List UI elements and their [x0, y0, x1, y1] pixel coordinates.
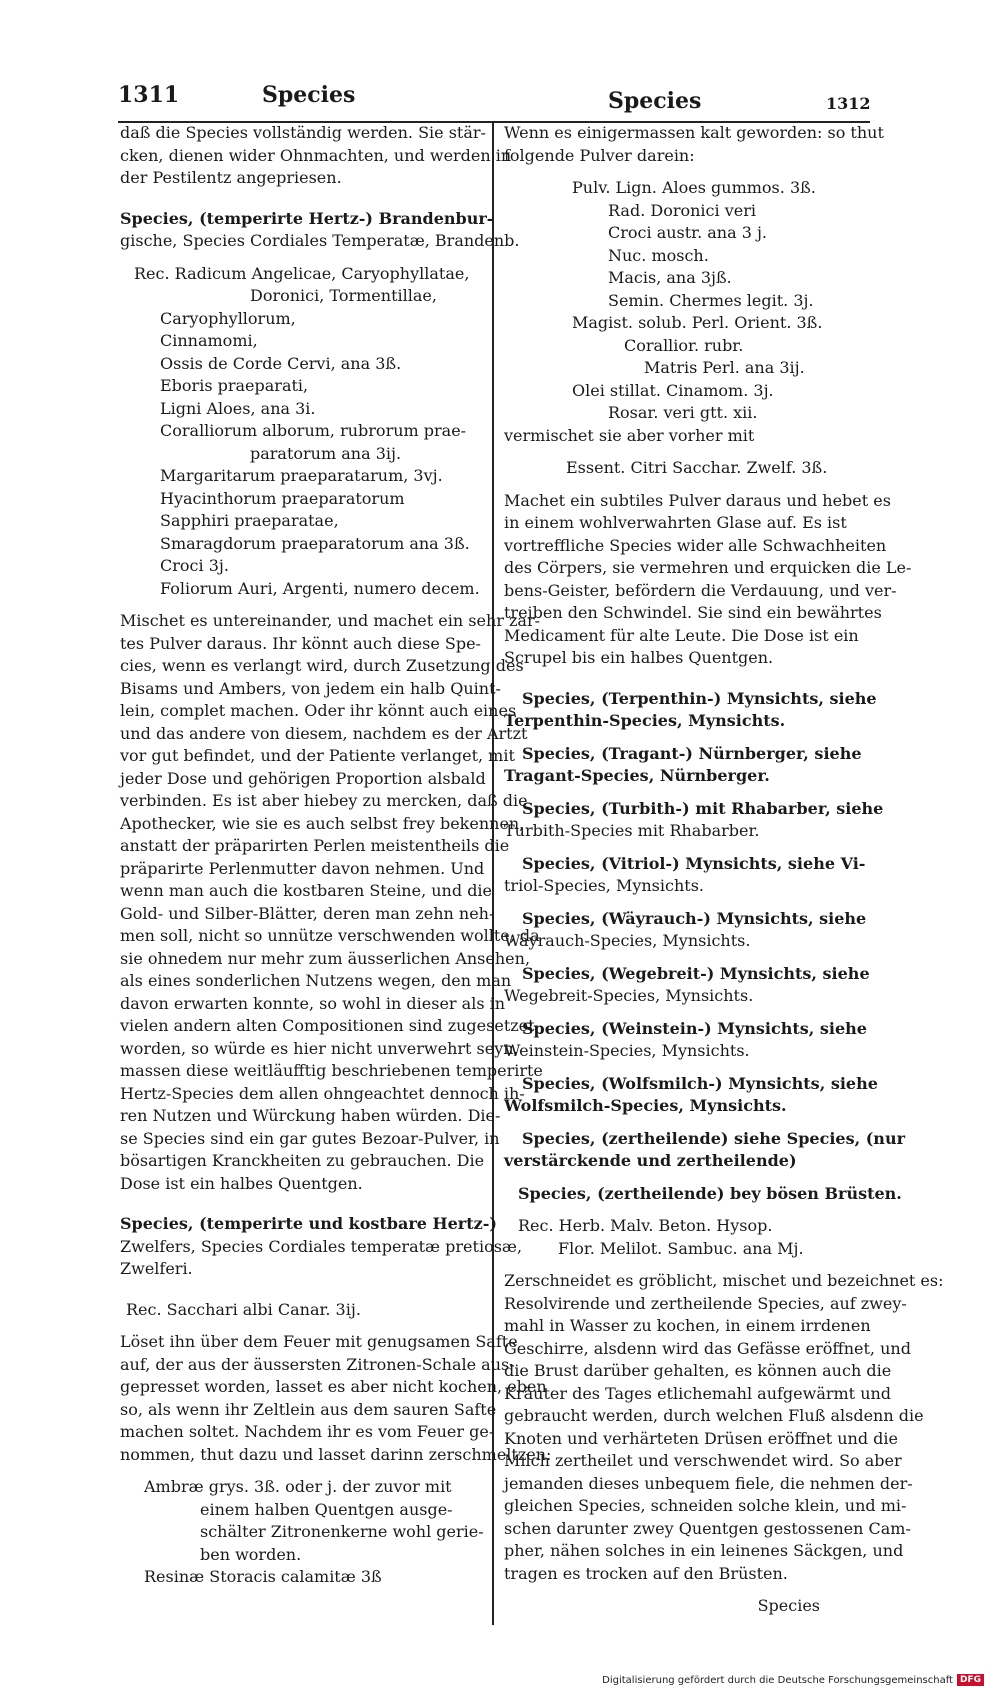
entry-vitriol: Species, (Vitriol-) Mynsichts, siehe Vi- triol-Species, Mynsichts. — [504, 853, 866, 895]
entry-heading-zwelfers: Species, (temperirte und kostbare Hertz-) Zwelfers, Species Cordiales temperatæ pretiosæ, Zwelferi. — [120, 1214, 523, 1278]
right-column — [504, 122, 944, 1618]
right-page-number: 1312 — [826, 94, 871, 113]
entry-tragant: Species, (Tragant-) Nürnberger, siehe Tragant-Species, Nürnberger. — [504, 743, 862, 785]
recipe-herbs: Rec. Herb. Malv. Beton. Hysop. Flor. Melilot. Sambuc. ana Mj. — [518, 1216, 804, 1258]
footer-credit: Digitalisierung gefördert durch die Deutsche Forschungsgemeinschaft — [602, 1674, 953, 1686]
recipe-ambra: Ambræ grys. 3ß. oder j. der zuvor mit einem halben Quentgen ausge- schälter Zitronenkerne wohl gerie- ben worden. Resinæ Storacis calamitæ 3ß — [144, 1477, 484, 1586]
catchword: Species — [757, 1596, 820, 1615]
left-paragraph-1: Mischet es untereinander, und machet ein sehr zar- tes Pulver daraus. Ihr könnt auch diese Spe- cies, wenn es verlangt wird, durch Zusetzung des Bisams und Ambers, von jedem ein halb Quint- lein, complet machen. Oder ihr könnt auch eines und das andere von diesem, nachdem es der Artzt vor gut befindet, und der Patiente verlanget, mit jeder Dose und gehörigen Proportion alsbald verbinden. Es ist aber hiebey zu mercken, daß die Apothecker, wie sie es auch selbst frey bekennen, anstatt der präparirten Perlen meistentheils die präparirte Perlenmutter davon nehmen. Und wenn man auch die kostbaren Steine, und die Gold- und Silber-Blätter, deren man zehn neh- men soll, nicht so unnütze verschwenden wollte, da sie ohnedem nur mehr zum äusserlichen Ansehen, als eines sonderlichen Nutzens wegen, den man davon erwarten konnte, so wohl in dieser als in vielen andern alten Compositionen sind zugesetzet worden, so würde es hier nicht unverwehrt seyn, massen diese weitläufftig beschriebenen temperirte Hertz-Species dem allen ohngeachtet dennoch ih- ren Nutzen und Würckung haben würden. Die- se Species sind ein gar gutes Bezoar-Pulver, in bösartigen Kranckheiten zu gebrauchen. Die Dose ist ein halbes Quentgen. — [120, 611, 543, 1193]
entry-weinstein: Species, (Weinstein-) Mynsichts, siehe Weinstein-Species, Mynsichts. — [504, 1018, 867, 1060]
left-paragraph-2: Löset ihn über dem Feuer mit genugsamen Safte auf, der aus der äussersten Zitronen-Schale aus- gepresset worden, lasset es aber nicht kochen, eben so, als wenn ihr Zeltlein aus dem sauren Safte machen soltet. Nachdem ihr es vom Feuer ge- nommen, thut dazu und lasset darinn zerschmeltzen: — [120, 1332, 552, 1464]
entry-heading-brandenburg: Species, (temperirte Hertz-) Brandenbur- gische, Species Cordiales Temperatæ, Brandenb. — [120, 208, 520, 250]
right-paragraph-1: Machet ein subtiles Pulver daraus und hebet es in einem wohlverwahrten Glase auf. Es ist vortreffliche Species wider alle Schwachheiten des Cörpers, sie vermehren und erquicken die Le- bens-Geister, befördern die Verdauung, und ver- treiben den Schwindel. Sie sind ein bewährtes Medicament für alte Leute. Die Dose ist ein Scrupel bis ein halbes Quentgen. — [504, 490, 912, 667]
right-paragraph-2: Zerschneidet es gröblicht, mischet und bezeichnet es: Resolvirende und zertheilende Species, auf zwey- mahl in Wasser zu kochen, in einem irrdenen Geschirre, alsdenn wird das Gefässe eröffnet, und die Brust darüber gehalten, es können auch die Kräuter des Tages etlichemahl aufgewärmt und gebraucht werden, durch welchen Fluß alsdenn die Knoten und verhärteten Drüsen eröffnet und die Milch zertheilet und verschwendet wird. So aber jemanden dieses unbequem fiele, die nehmen der- gleichen Species, schneiden solche klein, und mi- schen darunter zwey Quentgen gestossenen Cam- pher, nähen solches in ein leinenes Säckgen, und tragen es trocken auf den Brüsten. — [504, 1271, 944, 1583]
entry-waeyrauch: Species, (Wäyrauch-) Mynsichts, siehe Wäyrauch-Species, Mynsichts. — [504, 908, 867, 950]
entry-wegebreit: Species, (Wegebreit-) Mynsichts, siehe Wegebreit-Species, Mynsichts. — [504, 963, 870, 1005]
entry-terpenthin: Species, (Terpenthin-) Mynsichts, siehe Terpenthin-Species, Mynsichts. — [504, 688, 877, 730]
right-intro: Wenn es einigermassen kalt geworden: so thut folgende Pulver darein: — [504, 123, 884, 165]
left-column — [120, 122, 552, 1589]
right-running-head: Species — [608, 88, 702, 114]
entry-zertheilende-ref: Species, (zertheilende) siehe Species, (nur verstärckende und zertheilende) — [504, 1128, 905, 1170]
left-running-head: Species — [262, 82, 356, 108]
entry-turbith: Species, (Turbith-) mit Rhabarber, siehe Turbith-Species mit Rhabarber. — [504, 798, 884, 840]
mix-line: vermischet sie aber vorher mit — [504, 425, 755, 445]
cross-reference-entries — [504, 688, 905, 1173]
left-intro: daß die Species vollständig werden. Sie stär- cken, dienen wider Ohnmachten, und werden in der Pestilentz angepriesen. — [120, 123, 512, 187]
digitization-footer — [602, 1674, 984, 1686]
recipe-powders: Pulv. Lign. Aloes gummos. 3ß. Rad. Doronici veri Croci austr. ana 3 j. Nuc. mosch. Macis, ana 3jß. Semin. Chermes legit. 3j. Magist. solub. Perl. Orient. 3ß. Corallior. rubr. Matris Perl. ana 3ij. Olei stillat. Cinamom. 3j. Rosar. veri gtt. xii. — [572, 178, 823, 422]
essence-line: Essent. Citri Sacchar. Zwelf. 3ß. — [566, 458, 828, 477]
left-page-number: 1311 — [118, 82, 180, 108]
recipe-zwelfers: Rec. Sacchari albi Canar. 3ij. — [126, 1299, 361, 1319]
dfg-logo: DFG — [957, 1674, 984, 1686]
entry-heading-zertheilende: Species, (zertheilende) bey bösen Brüsten. — [518, 1183, 902, 1203]
entry-wolfsmilch: Species, (Wolfsmilch-) Mynsichts, siehe Wolfsmilch-Species, Mynsichts. — [504, 1073, 878, 1115]
recipe-brandenburg: Rec. Radicum Angelicae, Caryophyllatae, Doronici, Tormentillae, Caryophyllorum, Cinnamomi, Ossis de Corde Cervi, ana 3ß. Eboris praeparati, Ligni Aloes, ana 3i. Coralliorum alborum, rubrorum prae- paratorum ana 3ij. Margaritarum praeparatarum, 3vj. Hyacinthorum praeparatorum Sapphiri praeparatae, Smaragdorum praeparatorum ana 3ß. Croci 3j. Foliorum Auri, Argenti, numero decem. — [134, 263, 480, 598]
